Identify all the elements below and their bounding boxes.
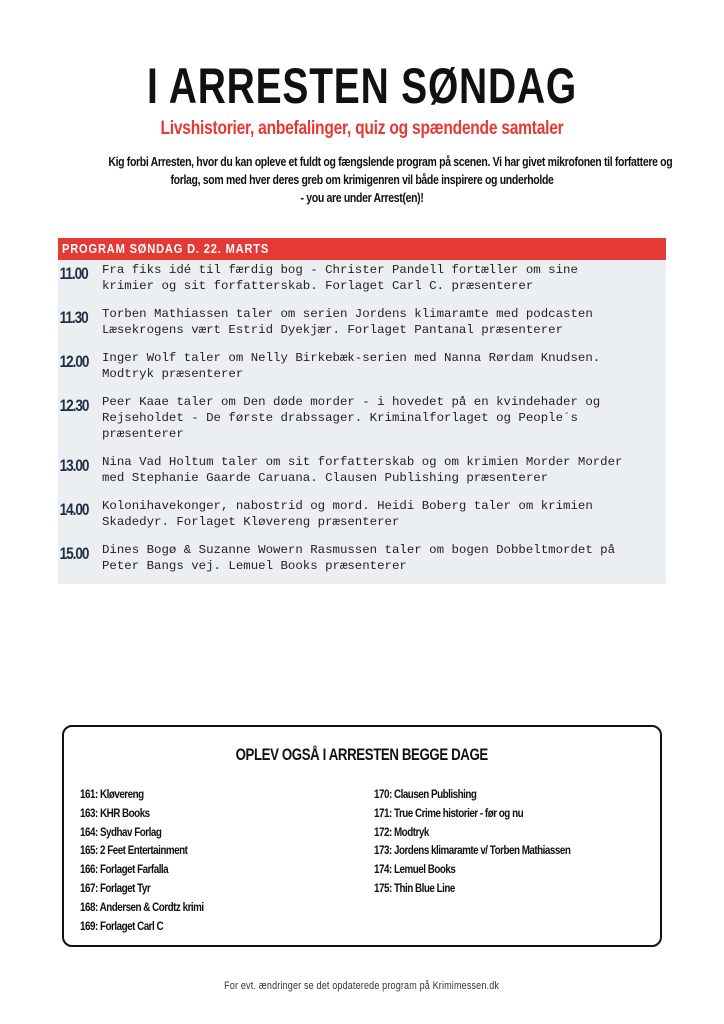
program-item-line: præsenterer [102, 427, 184, 441]
intro-line: - you are under Arrest(en)! [300, 191, 424, 205]
also-box [62, 725, 662, 947]
program-item-time: 15.00 [59, 544, 89, 563]
exhibitor-item: 168: Andersen & Cordtz krimi [80, 899, 204, 914]
exhibitor-item: 167: Forlaget Tyr [80, 880, 151, 895]
program-item-line: Kolonihavekonger, nabostrid og mord. Heidi Boberg taler om krimien [102, 499, 593, 513]
program-item-line: Inger Wolf taler om Nelly Birkebæk-serien med Nanna Rørdam Knudsen. [102, 351, 601, 365]
program-item-description [102, 452, 623, 496]
exhibitor-list-right [374, 785, 613, 898]
program-item-time: 13.00 [59, 456, 89, 475]
exhibitor-item: 175: Thin Blue Line [374, 880, 455, 895]
program-item-description [102, 260, 578, 304]
exhibitor-item: 169: Forlaget Carl C [80, 918, 164, 933]
program-item-line: Skadedyr. Forlaget Kløvereng præsenterer [102, 515, 400, 529]
intro-line: forlag, som med hver deres greb om krimigenren vil både inspirere og underholde [170, 173, 554, 187]
program-item-line: Nina Vad Holtum taler om sit forfatterskab og om krimien Morder Morder [102, 455, 623, 469]
program-item [58, 348, 666, 392]
program-header-label: PROGRAM SØNDAG D. 22. MARTS [62, 241, 270, 256]
program-item [58, 260, 666, 304]
footer-text: For evt. ændringer se det opdaterede program på Krimimessen.dk [224, 980, 500, 992]
exhibitor-item: 166: Forlaget Farfalla [80, 862, 169, 877]
intro-text [60, 153, 673, 207]
program-item-line: Modtryk præsenterer [102, 367, 244, 381]
program-item-line: Læsekrogens vært Estrid Dyekjær. Forlaget Pantanal præsenterer [102, 323, 564, 337]
program-item [58, 452, 666, 496]
program-item-description [102, 348, 600, 392]
exhibitor-item: 174: Lemuel Books [374, 862, 456, 877]
intro-line: Kig forbi Arresten, hvor du kan opleve et fuldt og fængslende program på scenen. Vi har givet mikrofonen til forfattere og [108, 155, 673, 169]
exhibitor-list-left [80, 785, 231, 935]
program-list [58, 260, 666, 584]
program-item-line: Peter Bangs vej. Lemuel Books præsenterer [102, 559, 407, 573]
program-item [58, 304, 666, 348]
program-item-line: Fra fiks idé til færdig bog - Christer Pandell fortæller om sine [102, 263, 578, 277]
program-item-line: krimier og sit forfatterskab. Forlaget Carl C. præsenterer [102, 279, 534, 293]
program-item-time: 11.30 [59, 308, 88, 327]
also-box-title [64, 745, 660, 765]
program-item-time: 11.00 [59, 264, 88, 283]
exhibitor-item: 171: True Crime historier - før og nu [374, 805, 524, 820]
exhibitor-item: 173: Jordens klimaramte v/ Torben Mathiassen [374, 843, 571, 858]
page-subtitle: Livshistorier, anbefalinger, quiz og spændende samtaler [160, 118, 564, 139]
program-item-line: Peer Kaae taler om Den døde morder - i hovedet på en kvindehader og [102, 395, 601, 409]
exhibitor-item: 172: Modtryk [374, 824, 429, 839]
program-item-description [102, 540, 615, 584]
program-item-line: Torben Mathiassen taler om serien Jordens klimaramte med podcasten [102, 307, 593, 321]
program-item-line: med Stephanie Gaarde Caruana. Clausen Publishing præsenterer [102, 471, 549, 485]
exhibitor-item: 161: Kløvereng [80, 787, 144, 801]
footer-note [0, 980, 724, 992]
program-item-description [102, 304, 593, 348]
program-item [58, 496, 666, 540]
program-item-time: 14.00 [59, 500, 89, 519]
program-item-time: 12.30 [59, 396, 89, 415]
also-box-title-label: OPLEV OGSÅ I ARRESTEN BEGGE DAGE [235, 745, 489, 764]
program-item-line: Dines Bogø & Suzanne Wowern Rasmussen taler om bogen Dobbeltmordet på [102, 543, 616, 557]
program-header [58, 238, 666, 260]
program-item-description [102, 392, 600, 452]
program-item-description [102, 496, 593, 540]
program-item [58, 540, 666, 584]
exhibitor-item: 163: KHR Books [80, 805, 150, 820]
program-section [58, 238, 666, 584]
exhibitor-item: 164: Sydhav Forlag [80, 824, 162, 839]
page-title: I ARRESTEN SØNDAG [146, 58, 578, 114]
program-item-time: 12.00 [59, 352, 89, 371]
program-item [58, 392, 666, 452]
exhibitor-item: 165: 2 Feet Entertainment [80, 843, 188, 858]
program-item-line: Rejseholdet - De første drabssager. Kriminalforlaget og People´s [102, 411, 578, 425]
exhibitor-item: 170: Clausen Publishing [374, 787, 477, 801]
